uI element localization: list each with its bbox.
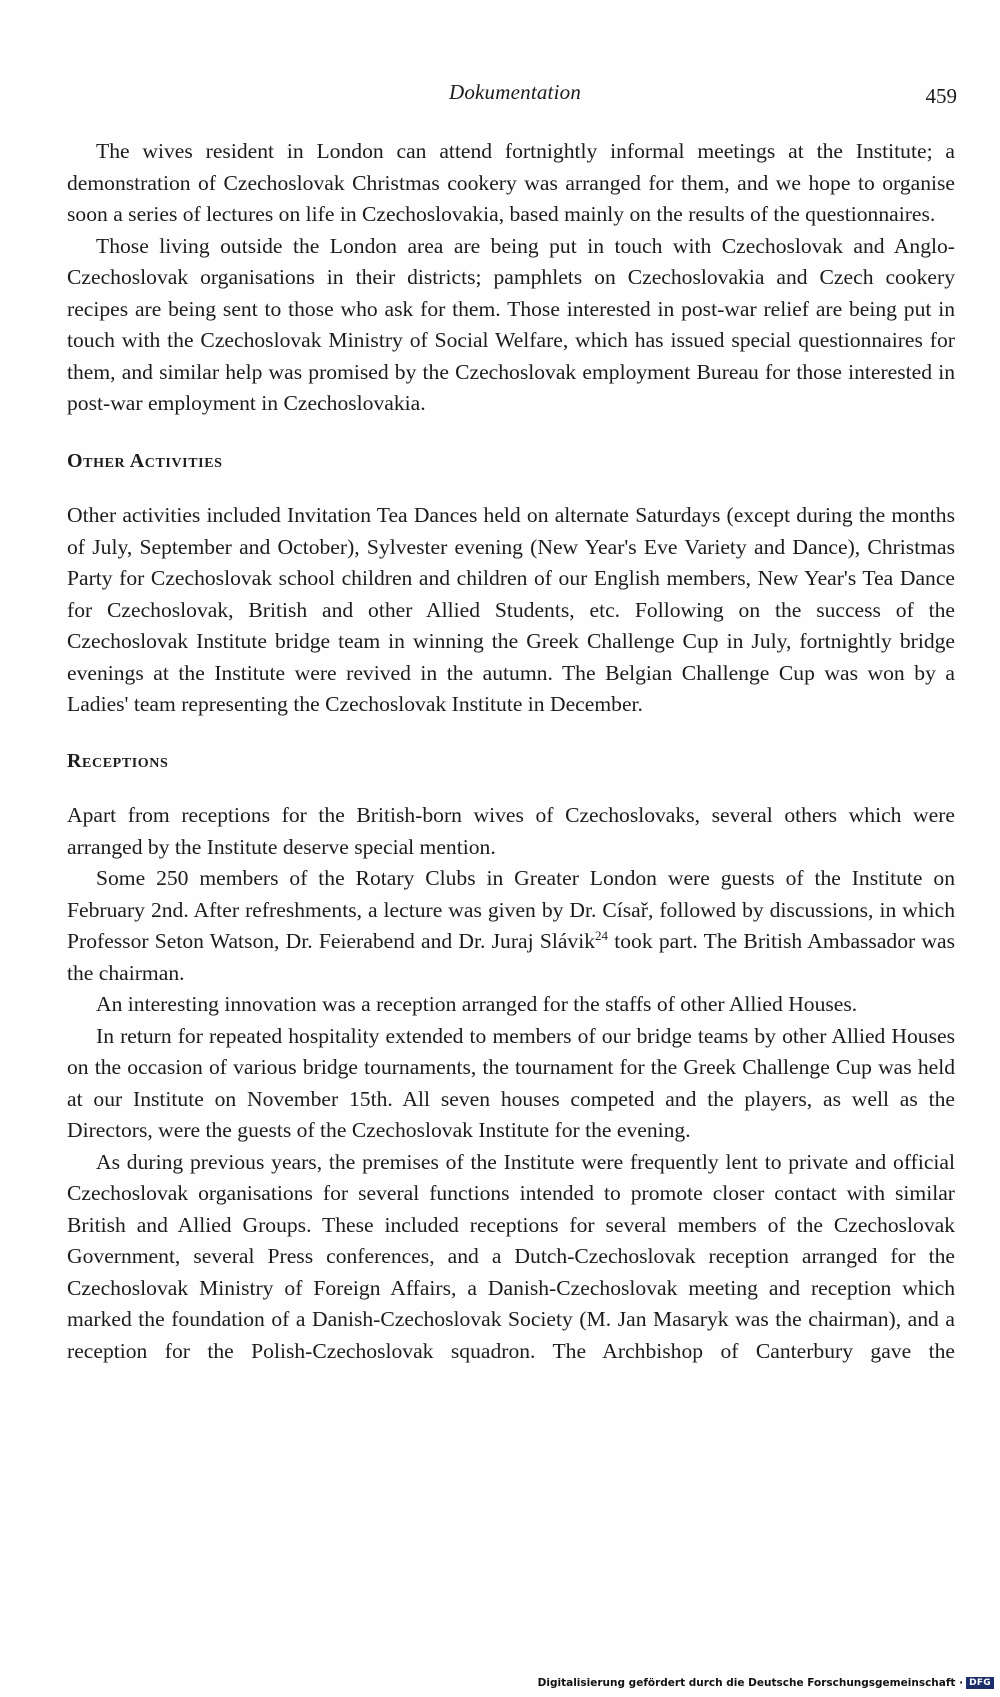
- paragraph-allied-houses-innovation: An interesting innovation was a reception arranged for the staffs of other Allied Houses.: [96, 992, 858, 1016]
- paragraph-receptions-intro: Apart from receptions for the British-born wives of Czechoslovaks, several others which were arranged by the Institute deserve special mention.: [67, 803, 955, 859]
- rotary-text-end: took part. The British Ambassador was the chairman.: [67, 929, 956, 985]
- body-text: [67, 136, 955, 1367]
- footnote-marker[interactable]: 24: [595, 927, 609, 943]
- rotary-text-start: Some 250 members of the Rotary Clubs in Greater London were guests of the Institute on February 2nd. After refreshments, a lecture was given by Dr. Císař, followed by discussions, in which Professor Seton Watson, Dr. Feierabend and Dr. Juraj Slávik: [67, 866, 955, 953]
- dfg-logo: DFG: [966, 1677, 994, 1689]
- paragraph-rotary-clubs: [67, 863, 955, 989]
- digitization-credit: [538, 1677, 994, 1689]
- paragraph-premises-lent: As during previous years, the premises of the Institute were frequently lent to private and official Czechoslovak organisations for several functions intended to promote closer contact with similar British and Allied Groups. These included receptions for several members of the Czechoslovak Government, several Press conferences, and a Dutch-Czechoslovak reception arranged for the Czechoslovak Ministry of Foreign Affairs, a Danish-Czechoslovak meeting and reception which marked the foundation of a Danish-Czechoslovak Society (M. Jan Masaryk was the chairman), and a reception for the Polish-Czechoslovak squadron. The Archbishop of Canterbury gave the: [67, 1149, 955, 1363]
- paragraph-other-activities: Other activities included Invitation Tea Dances held on alternate Saturdays (except during the months of July, September and October), Sylvester evening (New Year's Eve Variety and Dance), Christmas Party for Czechoslovak school children and children of our English members, New Year's Tea Dance for Czechoslovak, British and other Allied Students, etc. Following on the success of the Czechoslovak Institute bridge team in winning the Greek Challenge Cup in July, fortnightly bridge evenings at the Institute were revived in the autumn. The Belgian Challenge Cup was won by a Ladies' team representing the Czechoslovak Institute in December.: [67, 503, 955, 716]
- running-head: [0, 80, 1000, 110]
- digitization-credit-text: Digitalisierung gefördert durch die Deutsche Forschungsgemeinschaft ·: [537, 1677, 964, 1689]
- page-number: 459: [925, 84, 957, 108]
- section-heading-other-activities: Other Activities: [67, 449, 223, 472]
- paragraph-outside-london: Those living outside the London area are being put in touch with Czechoslovak and Anglo-Czechoslovak organisations in their districts; pamphlets on Czechoslovakia and Czech cookery recipes are being sent to those who ask for them. Those interested in post-war relief are being put in touch with the Czechoslovak Ministry of Social Welfare, which has issued special questionnaires for them, and similar help was promised by the Czechoslovak employment Bureau for those interested in post-war employment in Czechoslovakia.: [67, 233, 955, 415]
- running-title: Dokumentation: [448, 80, 582, 104]
- paragraph-wives-london: The wives resident in London can attend fortnightly informal meetings at the Institute; a demonstration of Czechoslovak Christmas cookery was arranged for them, and we hope to organise soon a series of lectures on life in Czechoslovakia, based mainly on the results of the questionnaires.: [67, 139, 955, 226]
- paragraph-bridge-tournament: In return for repeated hospitality extended to members of our bridge teams by other Allied Houses on the occasion of various bridge tournaments, the tournament for the Greek Challenge Cup was held at our Institute on November 15th. All seven houses competed and the players, as well as the Directors, were the guests of the Czechoslovak Institute for the evening.: [67, 1023, 955, 1142]
- section-heading-receptions: Receptions: [67, 749, 169, 772]
